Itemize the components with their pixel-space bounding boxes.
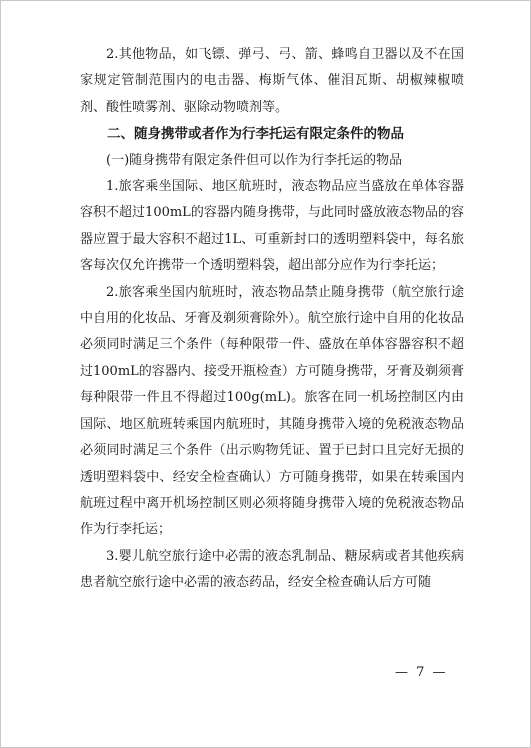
paragraph-other-items: 2.其他物品，如飞镖、弹弓、弓、箭、蜂鸣自卫器以及不在国家规定管制范围内的电击器、梅斯气体、催泪瓦斯、胡椒辣椒喷剂、酸性喷雾剂、驱除动物喷剂等。 bbox=[80, 47, 464, 115]
section-heading-restricted-items: 二、随身携带或者作为行李托运有限定条件的物品 bbox=[107, 126, 404, 143]
paragraph-domestic-liquids: 2.旅客乘坐国内航班时，液态物品禁止随身携带（航空旅行途中自用的化妆品、牙膏及剃须膏除外）。航空旅行途中自用的化妆品必须同时满足三个条件（每种限带一件、盛放在单体容器容积不超过100mL的容器内、接受开瓶检查）方可随身携带，牙膏及剃须膏每种限带一件且不得超过100g(mL)。旅客在同一机场控制区内由国际、地区航班转乘国内航班时，其随身携带入境的免税液态物品必须同时满足三个条件（出示购物凭证、置于已封口且完好无损的透明塑料袋中、经安全检查确认）方可随身携带，如果在转乘国内航班过程中离开机场控制区则必须将随身携带入境的免税液态物品作为行李托运； bbox=[80, 284, 464, 538]
subsection-heading-carry-on-restricted: (一)随身携带有限定条件但可以作为行李托运的物品 bbox=[106, 152, 403, 168]
document-body bbox=[80, 42, 464, 597]
paragraph-international-liquids: 1.旅客乘坐国际、地区航班时，液态物品应当盛放在单体容器容积不超过100mL的容器内随身携带，与此同时盛放液态物品的容器应置于最大容积不超过1L、可重新封口的透明塑料袋中，每名旅客每次仅允许携带一个透明塑料袋，超出部分应作为行李托运； bbox=[80, 179, 464, 274]
page-number: — 7 — bbox=[395, 665, 448, 680]
paragraph-infant-medical-liquids: 3.婴儿航空旅行途中必需的液态乳制品、糖尿病或者其他疾病患者航空旅行途中必需的液态药品，经安全检查确认后方可随 bbox=[80, 548, 464, 591]
